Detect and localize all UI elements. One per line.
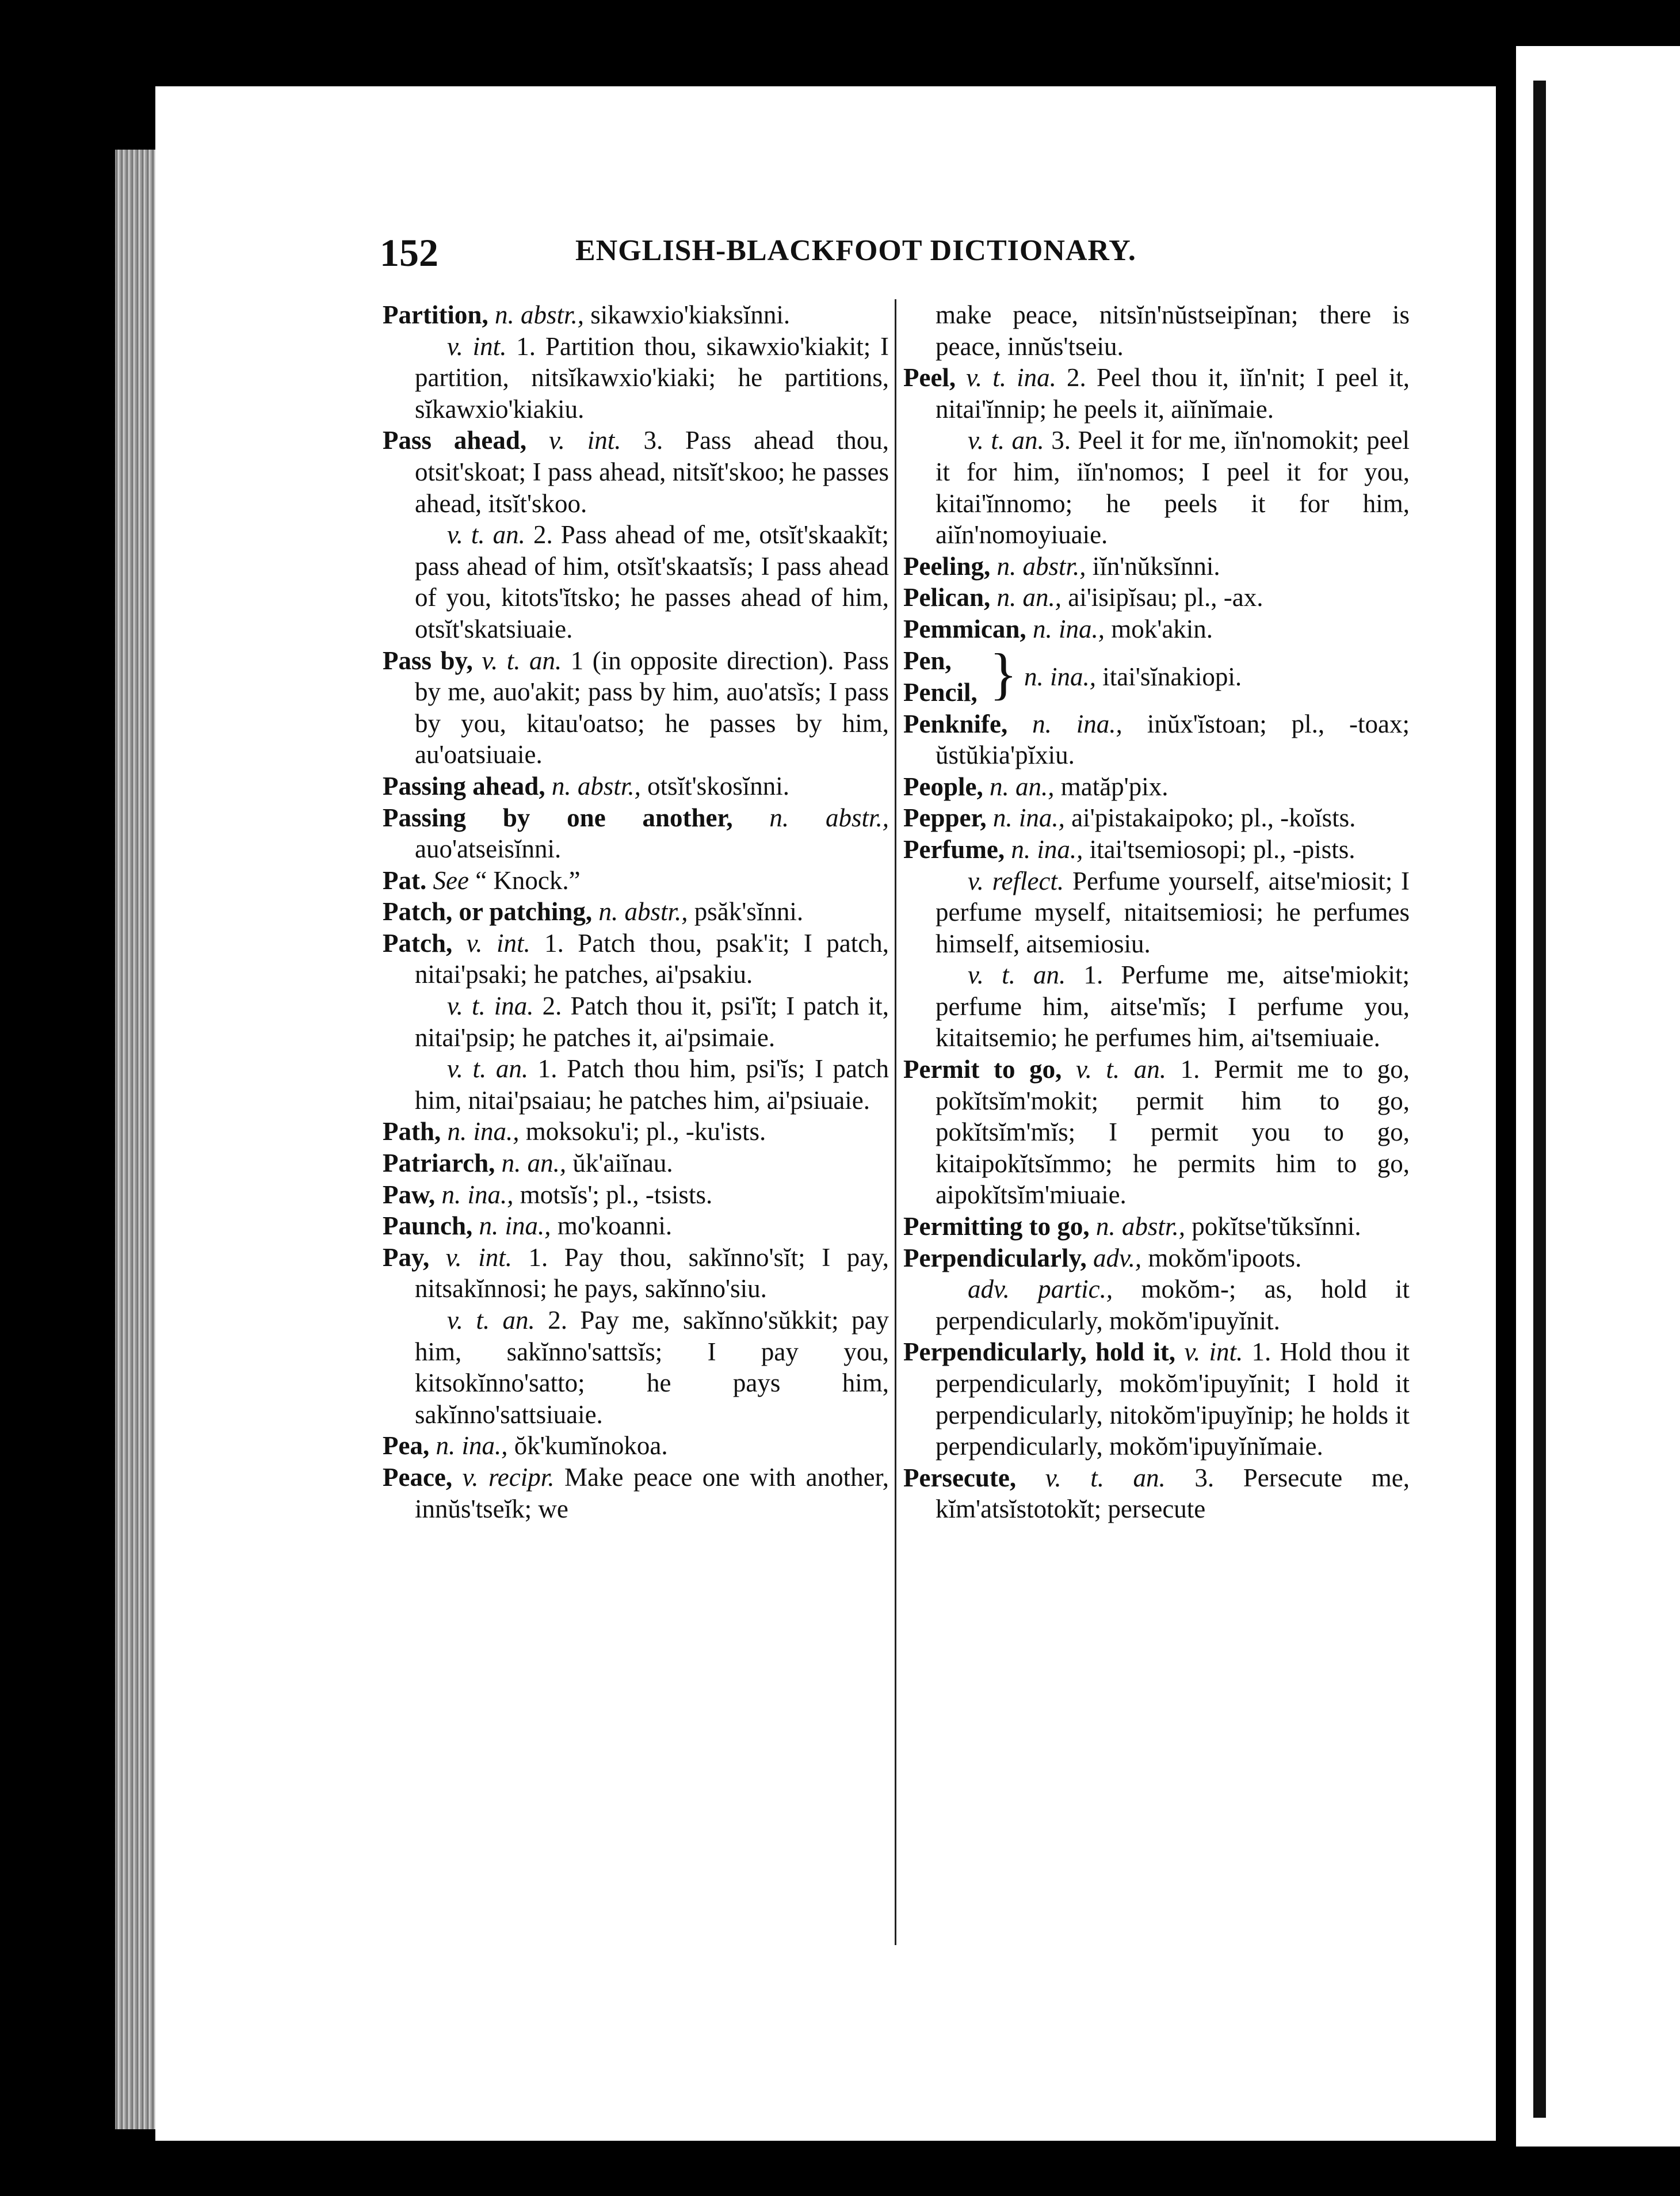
entry-grammar: adv. partic.,	[968, 1275, 1113, 1304]
entry-headword: Passing ahead,	[383, 771, 545, 800]
entry-headword: Pass ahead,	[383, 426, 527, 455]
dictionary-entry	[903, 834, 1410, 866]
dictionary-entry	[903, 1211, 1410, 1242]
entry-text: “ Knock.”	[475, 866, 581, 895]
entry-definition	[1024, 661, 1242, 693]
dictionary-entry	[383, 425, 889, 519]
entry-grammar: v. t. ina.	[447, 992, 534, 1021]
entry-headword: Peel,	[903, 363, 956, 392]
entry-headword: Pemmican,	[903, 614, 1026, 643]
dictionary-subentry	[383, 331, 889, 425]
entry-text: 1. Patch thou him, psi'ĭs; I patch him, nitai'psaiau; he patches him, ai'psiuaie.	[415, 1054, 889, 1115]
entry-grammar: n. an.,	[501, 1149, 567, 1178]
dictionary-subentry	[383, 519, 889, 645]
entry-headword: Pass by,	[383, 646, 473, 675]
entry-headword: Permit to go,	[903, 1055, 1062, 1084]
dictionary-subentry	[903, 959, 1410, 1054]
entry-text: itai'sĭnakiopi.	[1102, 662, 1242, 691]
dictionary-entry	[383, 299, 889, 331]
entry-headword: Pat.	[383, 866, 427, 895]
entry-headword: Perfume,	[903, 834, 1005, 864]
dictionary-entry	[903, 708, 1410, 771]
entry-grammar: n. ina.,	[1032, 614, 1105, 643]
entry-grammar: v. t. an.	[968, 426, 1044, 455]
entry-text: matăp'pix.	[1060, 772, 1169, 801]
entry-grammar: n. an.,	[989, 772, 1055, 801]
entry-headword: Path,	[383, 1117, 441, 1146]
entry-grammar: n. abstr.,	[1095, 1212, 1185, 1241]
dictionary-entry	[383, 1179, 889, 1211]
entry-grammar: v. int.	[549, 426, 621, 455]
facing-page	[1516, 46, 1680, 2147]
entry-grammar: n. abstr.,	[769, 803, 889, 832]
entry-grammar: v. recipr.	[462, 1462, 555, 1492]
running-title: ENGLISH-BLACKFOOT DICTIONARY.	[575, 234, 1136, 267]
entry-text: 1. Partition thou, sikawxio'kiakit; I partition, nitsĭkawxio'kiaki; he partitions, sĭkawxio'kiakiu.	[415, 331, 889, 424]
dictionary-entry	[903, 1336, 1410, 1462]
entry-grammar: n. ina.,	[436, 1431, 508, 1461]
dictionary-entry	[903, 551, 1410, 582]
dictionary-subentry	[903, 425, 1410, 550]
entry-text: ŭk'aiĭnau.	[572, 1149, 673, 1178]
column-divider	[895, 299, 896, 1945]
entry-grammar: v. t. an.	[447, 1306, 535, 1335]
right-column	[903, 299, 1410, 1525]
entry-grammar: v. t. an.	[968, 960, 1066, 990]
entry-grammar: n. ina.,	[1011, 834, 1083, 864]
dictionary-subentry	[903, 866, 1410, 960]
entry-headword: Pea,	[383, 1431, 430, 1461]
dictionary-entry	[383, 896, 889, 928]
entry-text: 1. Hold thou it perpendicularly, mokŏm'ipuyĭnit; I hold it perpendicularly, nitokŏm'ipuyĭnip; he holds it perpendicularly, mokŏm'ipuyĭnĭmaie.	[936, 1337, 1410, 1461]
entry-text: psăk'sĭnni.	[694, 897, 804, 927]
entry-headword: Pay,	[383, 1242, 430, 1272]
entry-headword: Paw,	[383, 1180, 436, 1209]
brace-symbol: }	[990, 641, 1017, 706]
entry-text: 1. Patch thou, psak'it; I patch, nitai'psaki; he patches, ai'psakiu.	[415, 928, 889, 989]
entry-headword: Patriarch,	[383, 1149, 495, 1178]
dictionary-entry	[383, 645, 889, 771]
dictionary-entry	[903, 613, 1410, 645]
entry-grammar: n. ina.,	[479, 1211, 551, 1241]
entry-headword: Peeling,	[903, 551, 991, 581]
entry-grammar: v. int.	[447, 331, 507, 361]
entry-grammar: n. ina.,	[992, 803, 1065, 833]
entry-text: itai'tsemiosopi; pl., -pists.	[1089, 834, 1356, 864]
dictionary-subentry	[383, 1053, 889, 1116]
entry-headword: Patch, or patching,	[383, 897, 593, 927]
dictionary-entry	[903, 771, 1410, 803]
entry-text: auo'atseisĭnni.	[415, 834, 562, 864]
entry-text: 2. Pay me, sakĭnno'sŭkkit; pay him, sakĭnno'sattsĭs; I pay you, kitsokĭnno'satto; he pays him, sakĭnno'sattsiuaie.	[415, 1306, 889, 1429]
entry-text: 2. Patch thou it, psi'ĭt; I patch it, nitai'psip; he patches it, ai'psimaie.	[415, 992, 889, 1052]
entry-text: 3. Pass ahead thou, otsit'skoat; I pass ahead, nitsĭt'skoo; he passes ahead, itsĭt'skoo.	[415, 426, 889, 518]
entry-text: mok'akin.	[1111, 614, 1213, 643]
entry-text: ai'isipĭsau; pl., -ax.	[1068, 583, 1263, 612]
entry-text: Perfume yourself, aitse'miosit; I perfume myself, nitaitsemiosi; he perfumes himself, aitsemiosiu.	[936, 866, 1410, 958]
dictionary-entry	[383, 1210, 889, 1242]
entry-text: Make peace one with another, innŭs'tseĭk; we	[415, 1462, 889, 1523]
dictionary-entry	[903, 1242, 1410, 1274]
entry-grammar: n. ina.,	[447, 1117, 520, 1146]
dictionary-entry	[903, 1462, 1410, 1525]
dictionary-entry	[903, 802, 1410, 834]
entry-text: moksoku'i; pl., -ku'ists.	[525, 1117, 766, 1146]
entry-grammar: n. abstr.,	[551, 771, 641, 800]
entry-headword: Pen,	[903, 646, 952, 675]
entry-headword: People,	[903, 772, 983, 801]
entry-text: motsĭs'; pl., -tsists.	[520, 1180, 713, 1209]
entry-text: 1. Perfume me, aitse'miokit; perfume him, aitse'mĭs; I perfume you, kitaitsemio; he perfumes him, ai'tsemiuaie.	[936, 960, 1410, 1053]
dictionary-entry	[903, 1054, 1410, 1211]
entry-headword: Permitting to go,	[903, 1212, 1090, 1241]
dictionary-entry	[383, 1462, 889, 1524]
entry-grammar: v. int.	[445, 1242, 512, 1272]
entry-text: 2. Pass ahead of me, otsĭt'skaakĭt; pass ahead of him, otsĭt'skaatsĭs; I pass ahead of you, kitots'ĭtsko; he passes ahead of him, otsĭt'skatsiuaie.	[415, 520, 889, 643]
entry-text: pokĭtse'tŭksĭnni.	[1192, 1212, 1361, 1241]
entry-headword: Patch,	[383, 928, 453, 958]
dictionary-subentry	[383, 990, 889, 1053]
entry-headword: Penknife,	[903, 709, 1008, 738]
entry-text: mokŏm'ipoots.	[1148, 1243, 1302, 1272]
entry-grammar: n. ina.,	[441, 1180, 514, 1209]
dictionary-entry	[383, 771, 889, 802]
entry-grammar: n. an.,	[996, 583, 1062, 612]
page-number: 152	[380, 231, 438, 274]
entry-headword: Perpendicularly,	[903, 1243, 1087, 1272]
dictionary-entry	[383, 865, 889, 897]
dictionary-entry	[903, 362, 1410, 425]
entry-text: 2. Peel thou it, iĭn'nit; I peel it, nitai'ĭnnip; he peels it, aiĭnĭmaie.	[936, 363, 1410, 424]
entry-text: iĭn'nŭksĭnni.	[1092, 551, 1220, 581]
dictionary-subentry	[383, 1305, 889, 1430]
entry-headword: Pepper,	[903, 803, 987, 833]
entry-text: sikawxio'kiaksĭnni.	[590, 300, 791, 329]
entry-text: mokŏm-; as, hold it perpendicularly, mokŏm'ipuyĭnit.	[936, 1275, 1410, 1335]
entry-grammar: v. t. ina.	[966, 363, 1056, 392]
entry-text: 1 (in opposite direction). Pass by me, auo'akit; pass by him, auo'atsĭs; I pass by you, kitau'oatso; he passes by him, au'oatsiuaie.	[415, 646, 889, 769]
entry-grammar: adv.,	[1093, 1243, 1142, 1272]
entry-headword: Perpendicularly, hold it,	[903, 1337, 1176, 1367]
entry-grammar: v. reflect.	[968, 866, 1064, 895]
entry-headword: Persecute,	[903, 1463, 1017, 1492]
dictionary-subentry	[903, 1274, 1410, 1336]
entry-grammar: n. abstr.,	[996, 551, 1086, 581]
entry-text: otsĭt'skosĭnni.	[647, 771, 790, 800]
entry-headword: Partition,	[383, 300, 488, 329]
entry-headword: Paunch,	[383, 1211, 473, 1241]
entry-grammar: v. int.	[466, 928, 530, 958]
entry-grammar: n. ina.,	[1032, 709, 1122, 738]
entry-text: ai'pistakaipoko; pl., -koĭsts.	[1071, 803, 1356, 833]
entry-text: mo'koanni.	[557, 1211, 673, 1241]
dictionary-entry	[383, 1430, 889, 1462]
entry-grammar: v. int.	[1184, 1337, 1243, 1367]
entry-text: 1. Permit me to go, pokĭtsĭm'mokit; permit him to go, pokĭtsĭm'mĭs; I permit you to go, kitaipokĭtsĭmmo; he permits him to go, aipokĭtsĭm'miuaie.	[936, 1055, 1410, 1210]
entry-grammar: v. t. an.	[482, 646, 562, 675]
entry-headword: Pelican,	[903, 583, 991, 612]
entry-text: 1. Pay thou, sakĭnno'sĭt; I pay, nitsakĭnnosi; he pays, sakĭnno'siu.	[415, 1242, 889, 1303]
entry-grammar: n. abstr.,	[598, 897, 688, 927]
entry-text: make peace, nitsĭn'nŭstseipĭnan; there is peace, innŭs'tseiu.	[936, 300, 1410, 361]
entry-text: 3. Peel it for me, iĭn'nomokit; peel it for him, iĭn'nomos; I peel it for you, kitai'ĭnnomo; he peels it for him, aiĭn'nomoyiuaie.	[936, 426, 1410, 550]
entry-headword: Passing by one another,	[383, 803, 733, 832]
entry-grammar: v. t. an.	[447, 1054, 529, 1084]
entry-text: 3. Persecute me, kĭm'atsĭstotokĭt; persecute	[936, 1463, 1410, 1524]
entry-text: inŭx'ĭstoan; pl., -toax; ŭstŭkia'pĭxiu.	[936, 709, 1410, 770]
entry-continuation	[903, 299, 1410, 362]
entry-grammar: See	[433, 866, 469, 895]
entry-headword: Pencil,	[903, 677, 978, 707]
dictionary-entry	[383, 1116, 889, 1147]
entry-grammar: n. ina.,	[1024, 662, 1097, 691]
entry-grammar: n. abstr.,	[494, 300, 585, 329]
entry-grammar: v. t. an.	[1075, 1055, 1167, 1084]
entry-grammar: v. t. an.	[447, 520, 525, 550]
entry-headword: Peace,	[383, 1462, 453, 1492]
gutter-shadow	[1533, 81, 1546, 2118]
dictionary-entry	[383, 928, 889, 990]
left-column	[383, 299, 889, 1524]
dictionary-entry	[903, 582, 1410, 613]
entry-text: ŏk'kumĭnokoa.	[514, 1431, 668, 1461]
page-header	[380, 230, 1214, 282]
dictionary-entry	[383, 1242, 889, 1305]
entry-grammar: v. t. an.	[1045, 1463, 1166, 1492]
dictionary-entry	[903, 641, 1410, 708]
dictionary-entry	[383, 802, 889, 865]
dictionary-entry	[383, 1147, 889, 1179]
